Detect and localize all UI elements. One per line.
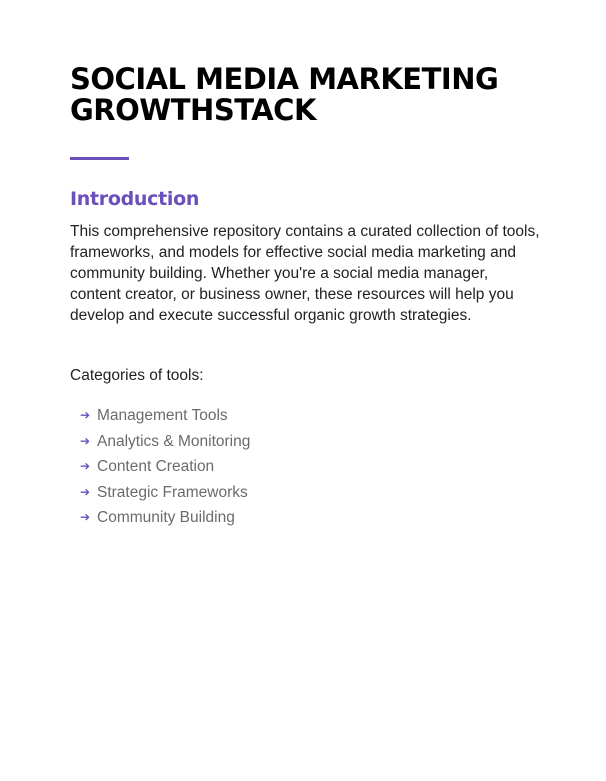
arrow-right-icon: ➔ [80,408,91,422]
list-item-label: Management Tools [97,407,228,424]
list-item [80,505,250,531]
arrow-right-icon: ➔ [80,484,91,499]
page-title: SOCIAL MEDIA MARKETING GROWTHSTACK [70,62,499,127]
arrow-right-icon: ➔ [80,433,91,448]
list-item-label: Strategic Frameworks [97,483,248,501]
list-item [80,454,250,480]
list-item-label: Analytics & Monitoring [97,432,251,450]
arrow-right-icon: ➔ [80,459,91,473]
arrow-right-icon: ➔ [80,510,91,524]
list-item-label: Community Building [97,509,235,526]
categories-list [80,403,250,531]
introduction-body: This comprehensive repository contains a curated collection of tools, frameworks, and models for effective social media marketing and community building. Whether you're a social media manager, content creator, or business owner, these resources will help you develop and execute successful organic growth strategies. [70,223,540,324]
categories-label: Categories of tools: [70,367,204,384]
title-divider [70,157,129,160]
list-item-label: Content Creation [97,458,215,475]
list-item [80,480,250,506]
introduction-heading: Introduction [70,188,200,210]
list-item [80,429,250,455]
list-item [80,403,250,429]
